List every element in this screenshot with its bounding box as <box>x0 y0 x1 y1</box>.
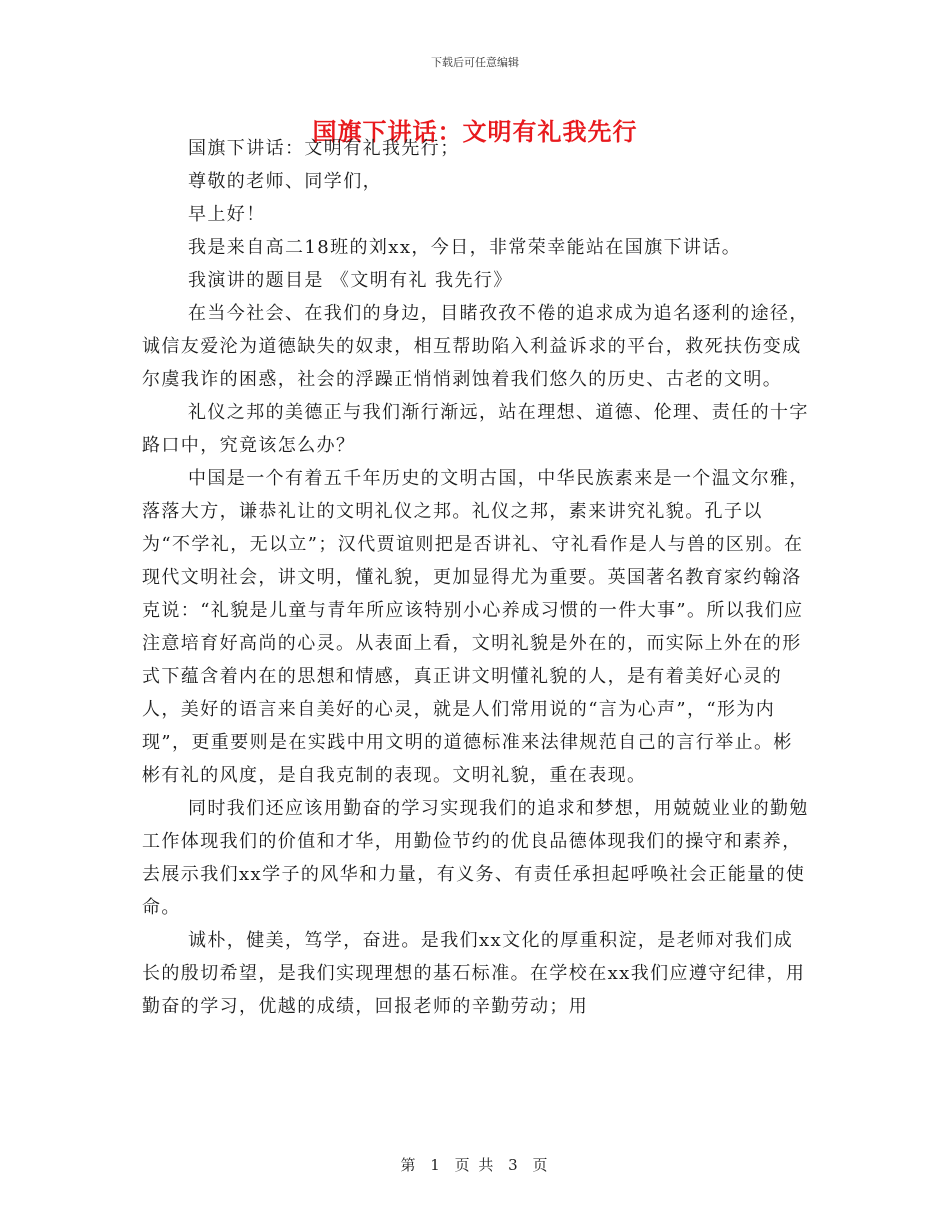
paragraph: 诚朴，健美，笃学，奋进。是我们xx文化的厚重积淀，是老师对我们成长的殷切希望，是我们实现理想的基石标准。在学校在xx我们应遵守纪律，用勤奋的学习，优越的成绩，回报老师的辛勤劳动；用 <box>142 930 806 1017</box>
intro-line: 尊敬的老师、同学们， <box>188 171 382 192</box>
paragraph: 同时我们还应该用勤奋的学习实现我们的追求和梦想，用兢兢业业的勤勉工作体现我们的价值和才华，用勤俭节约的优良品德体现我们的操守和素养，去展示我们xx学子的风华和力量，有义务、有责任承担起呼唤社会正能量的使命。 <box>142 798 809 918</box>
intro-line: 早上好！ <box>188 204 266 225</box>
intro-line: 我是来自高二18班的刘xx，今日，非常荣幸能站在国旗下讲话。 <box>188 237 742 258</box>
paragraph: 礼仪之邦的美德正与我们渐行渐远，站在理想、道德、伦理、责任的十字路口中，究竟该怎么办？ <box>142 402 809 456</box>
page-label-mid: 页 共 <box>454 1156 496 1174</box>
intro-line: 国旗下讲话：文明有礼我先行； <box>188 138 460 159</box>
page-footer <box>0 1154 950 1175</box>
total-pages-number: 3 <box>508 1156 520 1174</box>
header-note: 下载后可任意编辑 <box>431 56 519 69</box>
page-label-prefix: 第 <box>400 1156 418 1174</box>
intro-line: 我演讲的题目是 《文明有礼 我先行》 <box>188 270 513 291</box>
paragraph: 在当今社会、在我们的身边，目睹孜孜不倦的追求成为追名逐利的途径，诚信友爱沦为道德缺失的奴隶，相互帮助陷入利益诉求的平台，救死扶伤变成尔虞我诈的困惑，社会的浮躁正悄悄剥蚀着我们悠久的历史、古老的文明。 <box>142 303 809 390</box>
document-body <box>142 132 810 1023</box>
current-page-number: 1 <box>430 1156 442 1174</box>
paragraph: 中国是一个有着五千年历史的文明古国，中华民族素来是一个温文尔雅，落落大方，谦恭礼让的文明礼仪之邦。礼仪之邦，素来讲究礼貌。孔子以为“不学礼，无以立”；汉代贾谊则把是否讲礼、守礼看作是人与兽的区别。在现代文明社会，讲文明，懂礼貌，更加显得尤为重要。英国著名教育家约翰洛克说：“礼貌是儿童与青年所应该特别小心养成习惯的一件大事”。所以我们应注意培育好高尚的心灵。从表面上看，文明礼貌是外在的，而实际上外在的形式下蕴含着内在的思想和情感，真正讲文明懂礼貌的人，是有着美好心灵的人，美好的语言来自美好的心灵，就是人们常用说的“言为心声”，“形为内现”，更重要则是在实践中用文明的道德标准来法律规范自己的言行举止。彬彬有礼的风度，是自我克制的表现。文明礼貌，重在表现。 <box>142 468 809 786</box>
page-label-suffix: 页 <box>532 1156 550 1174</box>
document-title: 国旗下讲话：文明有礼我先行 <box>312 118 638 146</box>
